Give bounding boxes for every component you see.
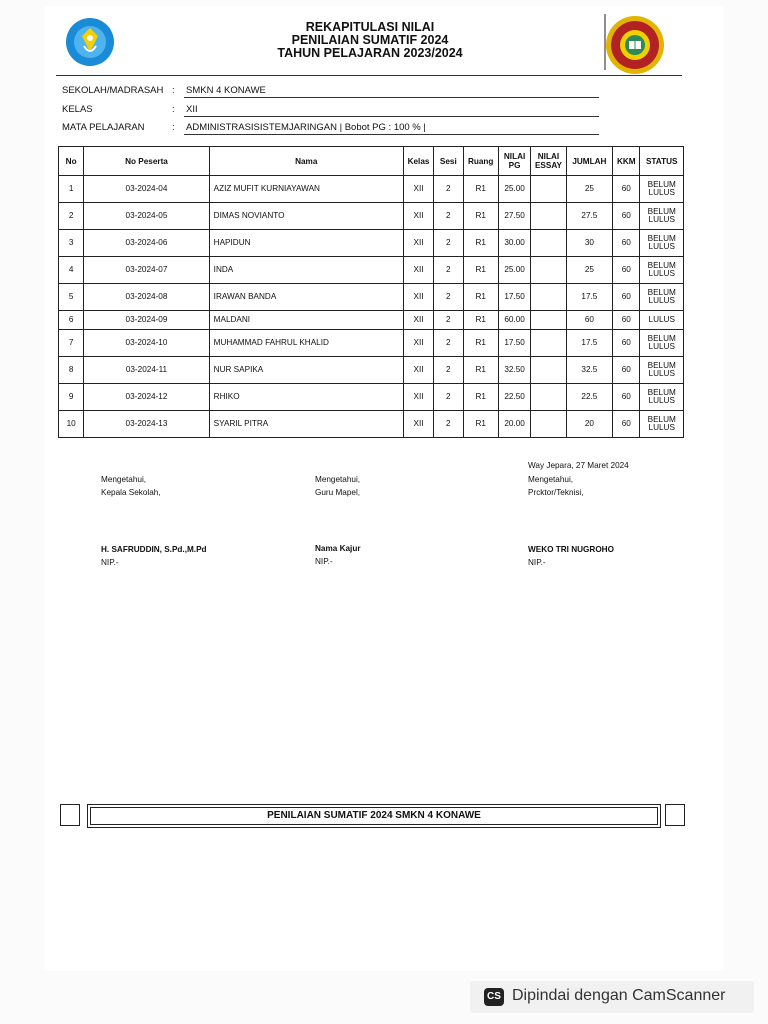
camscanner-watermark [470,981,754,1013]
cell-jumlah: 22.5 [566,384,613,411]
cell-nilai-essay [531,311,566,330]
cell-nilai-essay [531,357,566,384]
table-row [59,203,684,230]
camscanner-label: Dipindai dengan CamScanner [512,987,726,1004]
cell-nilai-pg: 20.00 [498,411,530,438]
cell-peserta: 03-2024-11 [84,357,209,384]
status-line1: BELUM [647,414,676,424]
status-line1: BELUM [647,287,676,297]
cell-ruang: R1 [463,330,498,357]
cell-kkm: 60 [613,330,640,357]
cell-kelas: XII [403,230,433,257]
cell-no: 7 [59,330,84,357]
status-line1: BELUM [647,387,676,397]
cell-no: 1 [59,176,84,203]
cell-jumlah: 25 [566,176,613,203]
cell-kelas: XII [403,357,433,384]
mapel-label: MATA PELAJARAN [62,122,145,133]
sig-left-line1: Mengetahui, [101,475,147,484]
title-line-3: TAHUN PELAJARAN 2023/2024 [277,46,463,60]
cell-nama: AZIZ MUFIT KURNIAYAWAN [209,176,403,203]
cell-jumlah: 30 [566,230,613,257]
status-line1: BELUM [647,360,676,370]
table-row [59,230,684,257]
grades-table [58,146,684,438]
status-line2: LULUS [648,369,675,378]
status-line2: LULUS [648,188,675,197]
cell-nilai-pg: 60.00 [498,311,530,330]
cell-no: 10 [59,411,84,438]
cell-jumlah: 17.5 [566,284,613,311]
sig-right-name: WEKO TRI NUGROHO [528,545,614,554]
header-nilai-essay-line1: NILAI [537,152,560,161]
cell-status [640,230,684,257]
cell-peserta: 03-2024-10 [84,330,209,357]
header-kkm: KKM [613,147,640,176]
sekolah-value: SMKN 4 KONAWE [184,85,599,98]
cell-kkm: 60 [613,411,640,438]
header-sesi: Sesi [434,147,463,176]
cell-nilai-pg: 17.50 [498,284,530,311]
header-nilai-pg [498,147,530,176]
status-line2: LULUS [648,269,675,278]
status-line1: BELUM [647,179,676,189]
cell-ruang: R1 [463,230,498,257]
cell-nilai-pg: 17.50 [498,330,530,357]
cell-kelas: XII [403,284,433,311]
cell-no: 9 [59,384,84,411]
cell-peserta: 03-2024-12 [84,384,209,411]
cell-kelas: XII [403,203,433,230]
header-nilai-pg-line1: NILAI [503,152,526,161]
cell-nilai-pg: 32.50 [498,357,530,384]
cell-nama: SYARIL PITRA [209,411,403,438]
sig-right-nip: NIP.- [528,558,546,567]
cell-status [640,357,684,384]
cell-status [640,176,684,203]
cell-sesi: 2 [434,176,463,203]
signature-left [101,473,207,569]
header-peserta: No Peserta [84,147,209,176]
cell-nama: MUHAMMAD FAHRUL KHALID [209,330,403,357]
cell-jumlah: 20 [566,411,613,438]
cell-status [640,284,684,311]
cell-ruang: R1 [463,284,498,311]
cell-no: 3 [59,230,84,257]
footer-left-box [60,804,80,826]
table-row [59,284,684,311]
sig-middle-line2: Guru Mapel, [315,488,361,497]
cell-peserta: 03-2024-04 [84,176,209,203]
cell-kelas: XII [403,257,433,284]
kelas-colon: : [172,104,175,115]
cell-jumlah: 32.5 [566,357,613,384]
kelas-value: XII [184,104,599,117]
document-title [200,21,540,60]
cell-status [640,411,684,438]
cell-nilai-pg: 25.00 [498,176,530,203]
sekolah-colon: : [172,85,175,96]
cell-no: 2 [59,203,84,230]
sig-middle-line1: Mengetahui, [315,475,361,484]
mapel-colon: : [172,122,175,133]
cell-nilai-essay [531,230,566,257]
kelas-label: KELAS [62,104,93,115]
sig-left-name: H. SAFRUDDIN, S.Pd.,M.Pd [101,545,207,554]
table-row [59,411,684,438]
footer-title: PENILAIAN SUMATIF 2024 SMKN 4 KONAWE [90,807,658,825]
cell-nama: IRAWAN BANDA [209,284,403,311]
cell-peserta: 03-2024-06 [84,230,209,257]
status-line2: LULUS [648,296,675,305]
place-date: Way Jepara, 27 Maret 2024 [528,461,629,470]
cell-kkm: 60 [613,357,640,384]
table-row [59,257,684,284]
cell-nilai-essay [531,330,566,357]
cell-kkm: 60 [613,384,640,411]
table-row [59,330,684,357]
title-line-1: REKAPITULASI NILAI [305,20,435,34]
cell-kkm: 60 [613,203,640,230]
cell-kelas: XII [403,311,433,330]
status-line2: LULUS [648,342,675,351]
cell-ruang: R1 [463,203,498,230]
cell-ruang: R1 [463,411,498,438]
tut-wuri-handayani-logo [62,16,118,68]
cell-kelas: XII [403,384,433,411]
cell-nilai-essay [531,411,566,438]
cell-no: 5 [59,284,84,311]
sig-right-line1: Mengetahui, [528,475,574,484]
cell-nilai-pg: 27.50 [498,203,530,230]
mapel-value: ADMINISTRASISISTEMJARINGAN | Bobot PG : 100 % | [184,122,599,135]
cell-kkm: 60 [613,257,640,284]
status-line1: BELUM [647,206,676,216]
cell-sesi: 2 [434,357,463,384]
cell-status [640,384,684,411]
cell-ruang: R1 [463,176,498,203]
cell-no: 6 [59,311,84,330]
cell-jumlah: 27.5 [566,203,613,230]
header-ruang: Ruang [463,147,498,176]
cell-jumlah: 25 [566,257,613,284]
sig-middle-nip: NIP.- [315,557,333,566]
table-row [59,176,684,203]
header-nilai-essay [531,147,566,176]
cell-kkm: 60 [613,176,640,203]
cell-ruang: R1 [463,311,498,330]
cell-peserta: 03-2024-07 [84,257,209,284]
cell-nilai-essay [531,176,566,203]
header-nilai-essay-line2: ESSAY [534,161,562,170]
cell-no: 8 [59,357,84,384]
signature-middle [315,473,361,568]
cell-status [640,257,684,284]
school-logo [604,14,666,76]
signature-right [528,473,614,569]
status-line1: BELUM [647,260,676,270]
cell-nilai-essay [531,284,566,311]
status-line1: LULUS [648,314,675,324]
cell-nama: RHIKO [209,384,403,411]
header-no: No [59,147,84,176]
status-line2: LULUS [648,396,675,405]
cell-peserta: 03-2024-05 [84,203,209,230]
cell-kelas: XII [403,176,433,203]
cell-status [640,330,684,357]
header-status: STATUS [640,147,684,176]
status-line2: LULUS [648,423,675,432]
header-kelas: Kelas [403,147,433,176]
cell-ruang: R1 [463,384,498,411]
table-header-row [59,147,684,176]
header-nilai-pg-line2: PG [508,161,521,170]
sig-right-line2: Prcktor/Teknisi, [528,488,584,497]
cell-nama: INDA [209,257,403,284]
title-line-2: PENILAIAN SUMATIF 2024 [291,33,449,47]
cell-peserta: 03-2024-08 [84,284,209,311]
cell-status [640,311,684,330]
cell-nilai-pg: 22.50 [498,384,530,411]
cell-kkm: 60 [613,311,640,330]
cell-sesi: 2 [434,284,463,311]
cell-sesi: 2 [434,330,463,357]
status-line1: BELUM [647,233,676,243]
cell-sesi: 2 [434,230,463,257]
cell-peserta: 03-2024-13 [84,411,209,438]
status-line2: LULUS [648,215,675,224]
footer-right-box [665,804,685,826]
table-row [59,384,684,411]
camscanner-icon: CS [484,988,504,1006]
sig-left-nip: NIP.- [101,558,119,567]
cell-jumlah: 60 [566,311,613,330]
cell-nilai-essay [531,384,566,411]
cell-nilai-essay [531,257,566,284]
cell-sesi: 2 [434,257,463,284]
cell-sesi: 2 [434,411,463,438]
cell-kkm: 60 [613,284,640,311]
table-row [59,311,684,330]
status-line1: BELUM [647,333,676,343]
footer-title-box [87,804,661,828]
header-jumlah: JUMLAH [566,147,613,176]
cell-nama: HAPIDUN [209,230,403,257]
sekolah-label: SEKOLAH/MADRASAH [62,85,164,96]
cell-sesi: 2 [434,384,463,411]
cell-nama: MALDANI [209,311,403,330]
status-line2: LULUS [648,242,675,251]
cell-kkm: 60 [613,230,640,257]
table-row [59,357,684,384]
cell-kelas: XII [403,411,433,438]
cell-kelas: XII [403,330,433,357]
cell-sesi: 2 [434,311,463,330]
cell-jumlah: 17.5 [566,330,613,357]
cell-ruang: R1 [463,257,498,284]
cell-peserta: 03-2024-09 [84,311,209,330]
sig-middle-name: Nama Kajur [315,544,361,553]
header-nama: Nama [209,147,403,176]
cell-nilai-pg: 25.00 [498,257,530,284]
cell-ruang: R1 [463,357,498,384]
header-rule [56,75,682,76]
cell-status [640,203,684,230]
cell-nama: DIMAS NOVIANTO [209,203,403,230]
cell-sesi: 2 [434,203,463,230]
sig-left-line2: Kepala Sekolah, [101,488,161,497]
cell-no: 4 [59,257,84,284]
cell-nama: NUR SAPIKA [209,357,403,384]
cell-nilai-essay [531,203,566,230]
cell-nilai-pg: 30.00 [498,230,530,257]
